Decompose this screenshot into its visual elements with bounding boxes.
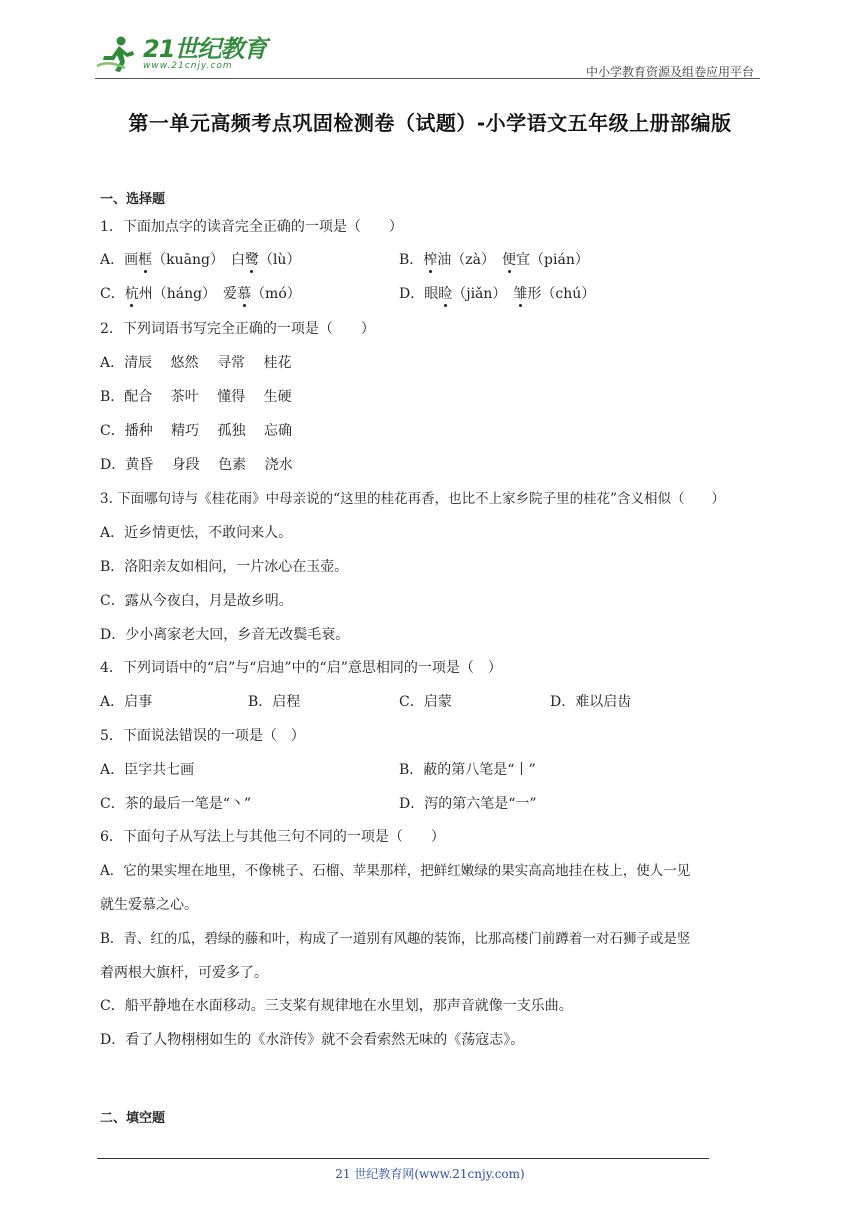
q5-options-row1	[100, 761, 720, 781]
section-heading-fill: 二、填空题	[100, 1111, 166, 1126]
platform-name: 中小学教育资源及组卷应用平台	[585, 65, 754, 79]
q1-option-c: C．杭州（háng） 爱慕（mó）	[100, 286, 301, 302]
q1-options-row2	[100, 285, 720, 305]
logo-url: www.21cnjy.com	[143, 61, 233, 71]
header-divider	[95, 78, 760, 79]
q4-option-a: A．启事	[100, 694, 153, 710]
q2-option-b: B．配合 茶叶 懂得 生硬	[100, 389, 292, 405]
q5-option-d: D．泻的第六笔是“一”	[399, 796, 537, 812]
q1-option-b: B．榨油（zà） 便宜（pián）	[399, 252, 589, 268]
q4-options-row	[100, 693, 720, 713]
q5-option-b: B．蔽的第八笔是“丨”	[399, 762, 536, 778]
q2-option-d: D．黄昏 身段 色素 浇水	[100, 457, 293, 473]
q3-option-b: B．洛阳亲友如相问，一片冰心在玉壶。	[100, 559, 349, 575]
q4-option-b: B．启程	[248, 694, 301, 710]
q2-option-a: A．清辰 悠然 寻常 桂花	[100, 355, 292, 371]
q6-option-c: C．船平静地在水面移动。三支桨有规律地在水里划，那声音就像一支乐曲。	[100, 998, 573, 1014]
q5-stem: 5．下面说法错误的一项是（ ）	[100, 728, 305, 744]
q6-option-a-line2: 就生爱慕之心。	[100, 897, 198, 913]
footer-divider	[97, 1158, 709, 1159]
q6-option-b-line1: B．青、红的瓜，碧绿的藤和叶，构成了一道别有风趣的装饰，比那高楼门前蹲着一对石狮子或是竖	[100, 931, 691, 947]
section-heading-choice: 一、选择题	[100, 192, 166, 207]
q5-option-c: C．茶的最后一笔是“丶”	[100, 796, 252, 812]
q3-option-d: D．少小离家老大回，乡音无改鬓毛衰。	[100, 627, 350, 643]
site-logo	[95, 34, 266, 74]
q2-stem: 2．下列词语书写完全正确的一项是（ ）	[100, 321, 375, 337]
q4-option-d: D．难以启齿	[550, 694, 632, 710]
q5-options-row2	[100, 795, 720, 815]
q3-stem: 3. 下面哪句诗与《桂花雨》中母亲说的“这里的桂花再香，也比不上家乡院子里的桂花”含义相似（ ）	[100, 491, 725, 507]
q1-option-d: D．眼睑（jiǎn） 雏形（chú）	[399, 286, 596, 302]
runner-logo-icon	[95, 34, 139, 74]
q3-option-c: C．露从今夜白，月是故乡明。	[100, 593, 293, 609]
q4-option-c: C．启蒙	[399, 694, 452, 710]
page-title: 第一单元高频考点巩固检测卷（试题）-小学语文五年级上册部编版	[128, 111, 732, 135]
q1-option-a: A．画框（kuāng） 白鹭（lù）	[100, 252, 301, 268]
q6-option-a-line1: A．它的果实埋在地里，不像桃子、石榴、苹果那样，把鲜红嫩绿的果实高高地挂在枝上，使人一见	[100, 863, 691, 879]
q5-option-a: A．臣字共七画	[100, 762, 195, 778]
page-header	[95, 30, 760, 80]
logo-title: 21世纪教育	[143, 35, 267, 63]
q6-stem: 6．下面句子从写法上与其他三句不同的一项是（ ）	[100, 829, 445, 845]
q1-options-row1	[100, 251, 720, 271]
q4-stem: 4．下列词语中的“启”与“启迪”中的“启”意思相同的一项是（ ）	[100, 660, 502, 676]
q6-option-b-line2: 着两根大旗杆，可爱多了。	[100, 965, 268, 981]
q1-stem: 1．下面加点字的读音完全正确的一项是（ ）	[100, 219, 403, 235]
q3-option-a: A．近乡情更怯，不敢问来人。	[100, 525, 293, 541]
q2-option-c: C．播种 精巧 孤独 忘确	[100, 423, 293, 439]
footer-text: 21 世纪教育网(www.21cnjy.com)	[335, 1167, 525, 1181]
q6-option-d: D．看了人物栩栩如生的《水浒传》就不会看索然无味的《荡寇志》。	[100, 1032, 525, 1048]
